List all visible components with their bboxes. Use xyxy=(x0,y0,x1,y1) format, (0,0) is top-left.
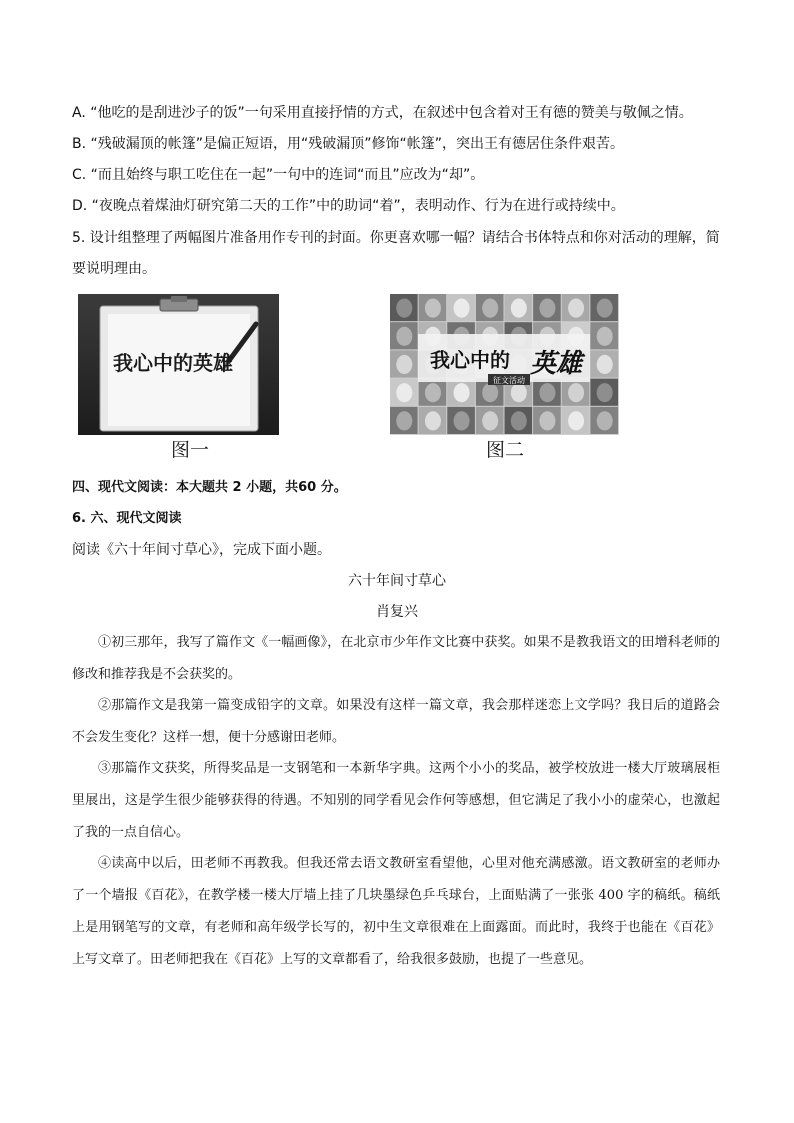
article-paragraph-1: ①初三那年，我写了篇作文《一幅画像》，在北京市少年作文比赛中获奖。如果不是教我语文的田增科老师的修改和推荐我是不会获奖的。 xyxy=(72,635,720,682)
question-5-line1: 5. 设计组整理了两幅图片准备用作专刊的封面。你更喜欢哪一幅？请结合书体特点和你对活动的理解，简 xyxy=(72,230,720,246)
portrait-face xyxy=(539,299,555,318)
portrait-face xyxy=(597,411,613,430)
figure-2-title-part2: 英雄 xyxy=(530,349,583,379)
portrait-face xyxy=(425,411,441,430)
portrait-face xyxy=(454,411,470,430)
portrait-face xyxy=(454,383,470,402)
portrait-face xyxy=(597,327,613,346)
figure-1-image xyxy=(78,294,279,435)
portrait-face xyxy=(396,411,412,430)
portrait-face xyxy=(425,299,441,318)
section-4-heading: 四、现代文阅读：本大题共 2 小题，共60 分。 xyxy=(72,480,347,495)
portrait-face xyxy=(511,383,527,402)
reading-instruction: 阅读《六十年间寸草心》，完成下面小题。 xyxy=(72,542,331,558)
question-5-line2: 要说明理由。 xyxy=(72,261,156,277)
article-title: 六十年间寸草心 xyxy=(348,573,446,589)
portrait-face xyxy=(539,411,555,430)
portrait-face xyxy=(539,383,555,402)
portrait-face xyxy=(482,383,498,402)
option-a: A. “他吃的是刮进沙子的饭”一句采用直接抒情的方式，在叙述中包含着对王有德的赞美与敬佩之情。 xyxy=(72,105,693,121)
article-paragraph-3: ③那篇作文获奖，所得奖品是一支钢笔和一本新华字典。这两个小小的奖品，被学校放进一楼大厅玻璃展柜里展出，这是学生很少能够获得的待遇。不知别的同学看见会作何等感想，但它满足了我小小的虚荣心，也激起了我的一点自信心。 xyxy=(72,761,720,840)
article-paragraph-4: ④读高中以后，田老师不再教我。但我还常去语文教研室看望他，心里对他充满感激。语文教研室的老师办了一个墙报《百花》，在教学楼一楼大厅墙上挂了几块墨绿色乒乓球台，上面贴满了一张张 400 字的稿纸。稿纸上是用钢笔写的文章，有老师和高年级学长写的，初中生文章很难在上面露面。而此时，我终于也能在《百花》上写文章了。田老师把我在《百花》上写的文章都看了，给我很多鼓励，也提了一些意见。 xyxy=(72,856,720,967)
figure-1-caption: 图一 xyxy=(171,439,210,461)
portrait-face xyxy=(396,299,412,318)
portrait-face xyxy=(568,299,584,318)
article-paragraph-2: ②那篇作文是我第一篇变成铅字的文章。如果没有这样一篇文章，我会那样迷恋上文学吗？我日后的道路会不会发生变化？这样一想，便十分感谢田老师。 xyxy=(72,698,720,745)
portrait-face xyxy=(597,355,613,374)
question-6-title: 6. 六、现代文阅读 xyxy=(72,511,182,526)
portrait-face xyxy=(511,411,527,430)
figure-2-caption: 图二 xyxy=(486,439,525,461)
portrait-face xyxy=(568,411,584,430)
portrait-face xyxy=(482,411,498,430)
figure-2-badge: 征文活动 xyxy=(493,376,525,385)
portrait-face xyxy=(454,299,470,318)
option-c: C. “而且始终与职工吃住在一起”一句中的连词“而且”应改为“却”。 xyxy=(72,167,485,183)
portrait-face xyxy=(597,299,613,318)
figure-2-image xyxy=(390,294,619,435)
article-author: 肖复兴 xyxy=(376,604,418,620)
option-b: B. “残破漏顶的帐篷”是偏正短语，用“残破漏顶”修饰“帐篷”，突出王有德居住条件艰苦。 xyxy=(72,136,625,152)
portrait-face xyxy=(396,383,412,402)
option-d: D. “夜晚点着煤油灯研究第二天的工作”中的助词“着”，表明动作、行为在进行或持续中。 xyxy=(72,198,625,214)
portrait-face xyxy=(396,355,412,374)
portrait-face xyxy=(597,383,613,402)
portrait-face xyxy=(568,383,584,402)
figure-2-title-part1: 我心中的 xyxy=(430,348,510,372)
portrait-face xyxy=(511,299,527,318)
portrait-face xyxy=(396,327,412,346)
figure-1-title: 我心中的英雄 xyxy=(113,351,233,375)
portrait-face xyxy=(425,383,441,402)
portrait-face xyxy=(482,299,498,318)
